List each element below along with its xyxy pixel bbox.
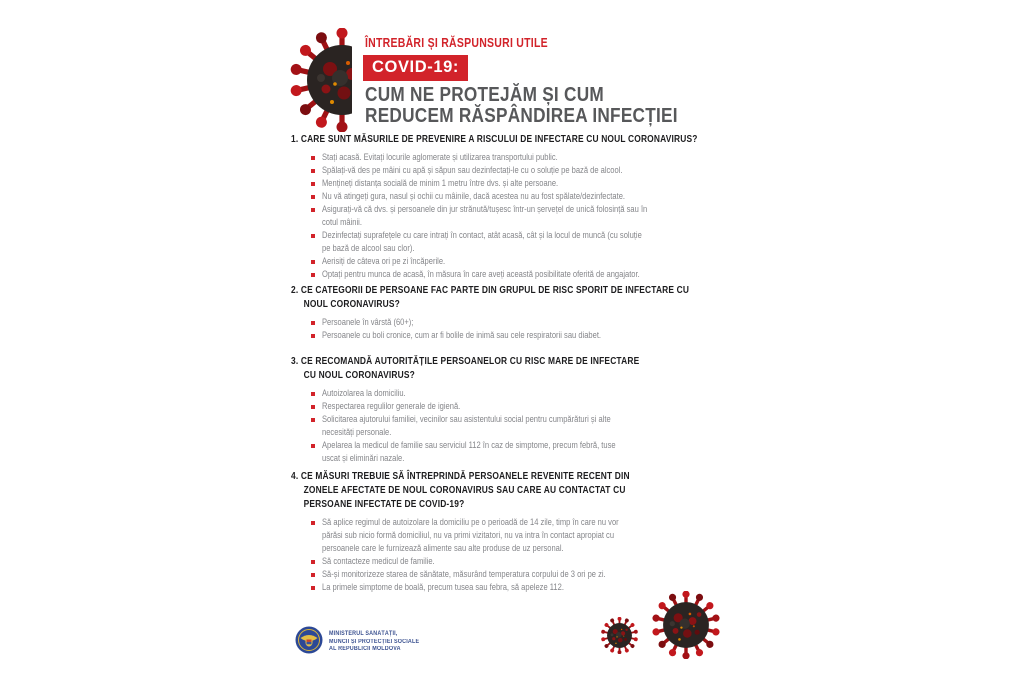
ministry-line: MUNCII ȘI PROTECȚIEI SOCIALE (329, 638, 420, 645)
bullet-text: Optați pentru munca de acasă, în măsura în care aveți această posibilitate oferită de angajator. (322, 269, 640, 279)
bullet-item (311, 413, 731, 439)
bullet-text: Spălați-vă des pe mâini cu apă și săpun sau dezinfectați-le cu o soluție pe bază de alcool. (322, 165, 623, 175)
covid-poster (267, 0, 744, 677)
bullet-text: Stați acasă. Evitați locurile aglomerate și utilizarea transportului public. (322, 152, 558, 162)
poster-title-line1: CUM NE PROTEJĂM ȘI CUM (365, 83, 604, 106)
coronavirus-icon (601, 617, 638, 654)
bullet-text: Mențineți distanța socială de minim 1 metru între dvs. și alte persoane. (322, 178, 559, 188)
bullet-text: pe bază de alcool sau clor). (322, 243, 415, 253)
bullet-marker-icon (311, 521, 315, 525)
bullet-text: Aerisiți de câteva ori pe zi încăperile. (322, 256, 446, 266)
bullet-text: Persoanele cu boli cronice, cum ar fi bolile de inimă sau cele respiratorii sau diabet. (322, 330, 602, 340)
bullet-text: Să aplice regimul de autoizolare la domiciliu pe o perioadă de 14 zile, timp în care nu vor (322, 517, 619, 527)
bullet-marker-icon (311, 195, 315, 199)
ministry-emblem-icon (295, 626, 323, 654)
bullet-item (311, 387, 731, 400)
bullet-marker-icon (311, 392, 315, 396)
bullet-text: Respectarea regulilor generale de igienă. (322, 401, 461, 411)
ministry-line: AL REPUBLICII MOLDOVA (329, 646, 401, 652)
covid-badge: COVID-19: (363, 55, 468, 81)
bullet-marker-icon (311, 405, 315, 409)
section-4-heading: 4. CE MĂSURI TREBUIE SĂ ÎNTREPRINDĂ PERSOANELE REVENITE RECENT DIN (291, 471, 630, 482)
bullet-item (311, 177, 731, 190)
section-4 (291, 470, 731, 594)
ministry-name (329, 631, 429, 654)
bullet-marker-icon (311, 234, 315, 238)
section-4-heading: PERSOANE INFECTATE DE COVID-19? (303, 499, 465, 510)
bullet-item (311, 190, 731, 203)
poster-title-line2: REDUCEM RĂSPÂNDIREA INFECȚIEI (365, 104, 678, 127)
section-2 (291, 284, 731, 342)
bullet-text: Apelarea la medicul de familie sau serviciul 112 în caz de simptome, precum febră, tuse (322, 440, 616, 450)
bullet-item (311, 516, 731, 555)
bullet-item (311, 229, 731, 255)
section-1 (291, 133, 731, 281)
ministry-line: MINISTERUL SĂNĂTĂȚII, (329, 631, 398, 637)
coronavirus-icon (652, 591, 720, 659)
bullet-item (311, 439, 731, 465)
bullet-text: Autoizolarea la domiciliu. (322, 388, 406, 398)
poster-kicker: ÎNTREBĂRI ȘI RĂSPUNSURI UTILE (365, 36, 548, 50)
bullet-item (311, 151, 731, 164)
bullet-item (311, 568, 731, 581)
bullet-item (311, 164, 731, 177)
section-3-heading: CU NOUL CORONAVIRUS? (303, 370, 415, 381)
section-4-heading: ZONELE AFECTATE DE NOUL CORONAVIRUS SAU CARE AU CONTACTAT CU (303, 485, 626, 496)
bullet-marker-icon (311, 321, 315, 325)
bullet-text: uscat și eliminări nazale. (322, 453, 405, 463)
bullet-item (311, 400, 731, 413)
bullet-item (311, 316, 731, 329)
bullet-text: La primele simptome de boală, precum tusea sau febra, să apeleze 112. (322, 582, 564, 592)
bullet-marker-icon (311, 208, 315, 212)
bullet-text: Asigurați-vă că dvs. și persoanele din jur strănută/tușesc într-un șervețel de unică folosință sau în (322, 204, 648, 214)
bullet-item (311, 555, 731, 568)
bullet-marker-icon (311, 444, 315, 448)
bullet-item (311, 255, 731, 268)
bullet-text: Dezinfectați suprafețele cu care intrați în contact, atât acasă, cât și la locul de muncă (cu soluție (322, 230, 642, 240)
bullet-text: părăsi sub nicio formă domiciliul, nu va primi vizitatori, nu va intra în contact apropiat cu (322, 530, 615, 540)
section-2-heading: 2. CE CATEGORII DE PERSOANE FAC PARTE DIN GRUPUL DE RISC SPORIT DE INFECTARE CU (291, 285, 690, 296)
bullet-marker-icon (311, 260, 315, 264)
bullet-text: Nu vă atingeți gura, nasul și ochii cu mâinile, dacă acestea nu au fost spălate/dezinfectate. (322, 191, 626, 201)
bullet-marker-icon (311, 156, 315, 160)
section-2-heading: NOUL CORONAVIRUS? (303, 299, 400, 310)
coronavirus-icon (290, 28, 352, 132)
bullet-marker-icon (311, 169, 315, 173)
bullet-marker-icon (311, 418, 315, 422)
bullet-item (311, 329, 731, 342)
bullet-text: necesități personale. (322, 427, 392, 437)
bullet-marker-icon (311, 273, 315, 277)
bullet-marker-icon (311, 560, 315, 564)
bullet-marker-icon (311, 182, 315, 186)
bullet-marker-icon (311, 573, 315, 577)
bullet-text: Să contacteze medicul de familie. (322, 556, 435, 566)
bullet-text: Persoanele în vârstă (60+); (322, 317, 414, 327)
bullet-text: persoanele care le furnizează alimente sau alte produse de uz personal. (322, 543, 564, 553)
bullet-text: Să-și monitorizeze starea de sănătate, măsurând temperatura corpului de 3 ori pe zi. (322, 569, 606, 579)
bullet-text: Solicitarea ajutorului familiei, vecinilor sau asistentului social pentru cumpărături și alte (322, 414, 611, 424)
section-3-heading: 3. CE RECOMANDĂ AUTORITĂȚILE PERSOANELOR CU RISC MARE DE INFECTARE (291, 356, 640, 367)
bullet-marker-icon (311, 334, 315, 338)
section-1-heading: 1. CARE SUNT MĂSURILE DE PREVENIRE A RISCULUI DE INFECTARE CU NOUL CORONAVIRUS? (291, 134, 698, 145)
coronavirus-icon (290, 27, 352, 132)
bullet-item (311, 203, 731, 229)
bullet-item (311, 268, 731, 281)
bullet-marker-icon (311, 586, 315, 590)
section-3 (291, 355, 731, 465)
bullet-text: cotul mâinii. (322, 217, 362, 227)
